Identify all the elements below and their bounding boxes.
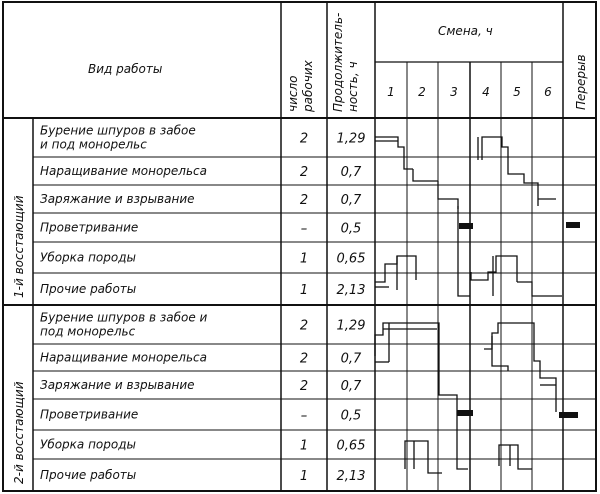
g2-ventilation-bar — [457, 410, 473, 416]
table-row — [40, 164, 362, 180]
duration-cell: 0,7 — [340, 193, 362, 208]
group-label-1: 1-й восстающий — [12, 195, 26, 298]
g1-monorail-line-2 — [508, 167, 524, 179]
header-workers: число рабочих — [286, 60, 315, 112]
duration-cell: 1,29 — [336, 131, 366, 147]
work-type-cell: Проветривание — [40, 220, 139, 235]
g1-ventilation-bar — [459, 223, 473, 229]
workers-cell: 1 — [299, 469, 309, 484]
table-row — [40, 468, 365, 484]
g1-mucking-line-6 — [458, 206, 470, 296]
workers-cell: 2 — [299, 131, 309, 147]
duration-cell: 0,7 — [340, 379, 362, 394]
work-type-cell: Заряжание и взрывание — [40, 192, 195, 206]
workers-cell: 2 — [299, 318, 309, 334]
duration-cell: 2,13 — [336, 283, 366, 298]
table-row — [40, 408, 361, 424]
header-work-type: Вид работы — [88, 62, 163, 76]
workers-cell: 2 — [299, 165, 309, 180]
table-row — [40, 351, 362, 367]
ventilation-bars — [457, 222, 580, 418]
hour-label-5: 5 — [513, 85, 521, 99]
hour-label-1: 1 — [387, 85, 395, 99]
table-row — [40, 438, 365, 454]
workers-cell: – — [300, 408, 308, 424]
workers-cell: 1 — [299, 251, 309, 267]
duration-cell: 0,5 — [340, 221, 362, 237]
g2-drilling-line-6 — [492, 336, 508, 371]
g1-blasting-line-2 — [524, 179, 538, 206]
work-type-cell: Уборка породы — [40, 250, 137, 265]
work-type-cell: Проветривание — [40, 407, 139, 422]
table-row — [40, 282, 365, 298]
table-row — [40, 378, 362, 394]
g1-mucking-line-4 — [471, 256, 517, 282]
group-label-2: 2-й восстающий — [12, 381, 26, 484]
workers-cell: 2 — [299, 379, 309, 394]
work-type-cell: Бурение шпуров в забое и под монорельс — [40, 123, 196, 152]
work-type-cell: Бурение шпуров в забое и под монорельс — [40, 310, 208, 339]
work-type-cell: Прочие работы — [40, 468, 137, 482]
header-duration: Продолжитель- ность, ч — [331, 12, 360, 112]
hour-label-4: 4 — [482, 85, 490, 99]
header-shift: Смена, ч — [438, 24, 493, 38]
duration-cell: 2,13 — [336, 469, 366, 484]
g2-mucking-line-4 — [499, 445, 532, 469]
work-type-cell: Прочие работы — [40, 282, 137, 296]
table-row — [40, 251, 365, 267]
header-break: Перерыв — [574, 54, 588, 110]
duration-cell: 1,29 — [336, 318, 366, 334]
duration-cell: 0,65 — [336, 251, 366, 267]
g1-break-bar — [566, 222, 580, 228]
workers-cell: 2 — [299, 193, 309, 208]
workers-cell: 2 — [299, 351, 309, 367]
work-type-cell: Уборка породы — [40, 437, 137, 452]
duration-cell: 0,7 — [340, 165, 362, 180]
g1-drilling-line-3 — [482, 137, 508, 167]
table-row — [40, 311, 365, 339]
workers-cell: – — [300, 221, 308, 237]
g2-break-bar — [559, 412, 578, 418]
g2-mucking-line — [405, 441, 442, 473]
g1-mucking-line-7 — [517, 282, 562, 296]
work-type-cell: Наращивание монорельса — [40, 164, 207, 178]
duration-cell: 0,7 — [340, 351, 362, 367]
table-row — [40, 192, 362, 208]
g2-blasting-line — [534, 337, 556, 412]
table-row — [40, 124, 365, 152]
workers-cell: 1 — [299, 283, 309, 298]
work-type-cell: Заряжание и взрывание — [40, 378, 195, 392]
table-header — [88, 9, 588, 113]
table-row — [40, 221, 361, 237]
hour-label-6: 6 — [544, 85, 552, 99]
workers-cell: 1 — [299, 438, 309, 454]
duration-cell: 0,65 — [336, 438, 366, 454]
work-type-cell: Наращивание монорельса — [40, 350, 207, 365]
g1-monorail-line — [413, 169, 438, 181]
g1-mucking-line — [375, 256, 416, 282]
duration-cell: 0,5 — [340, 408, 362, 424]
hour-label-3: 3 — [450, 85, 458, 99]
hour-label-2: 2 — [418, 85, 426, 99]
